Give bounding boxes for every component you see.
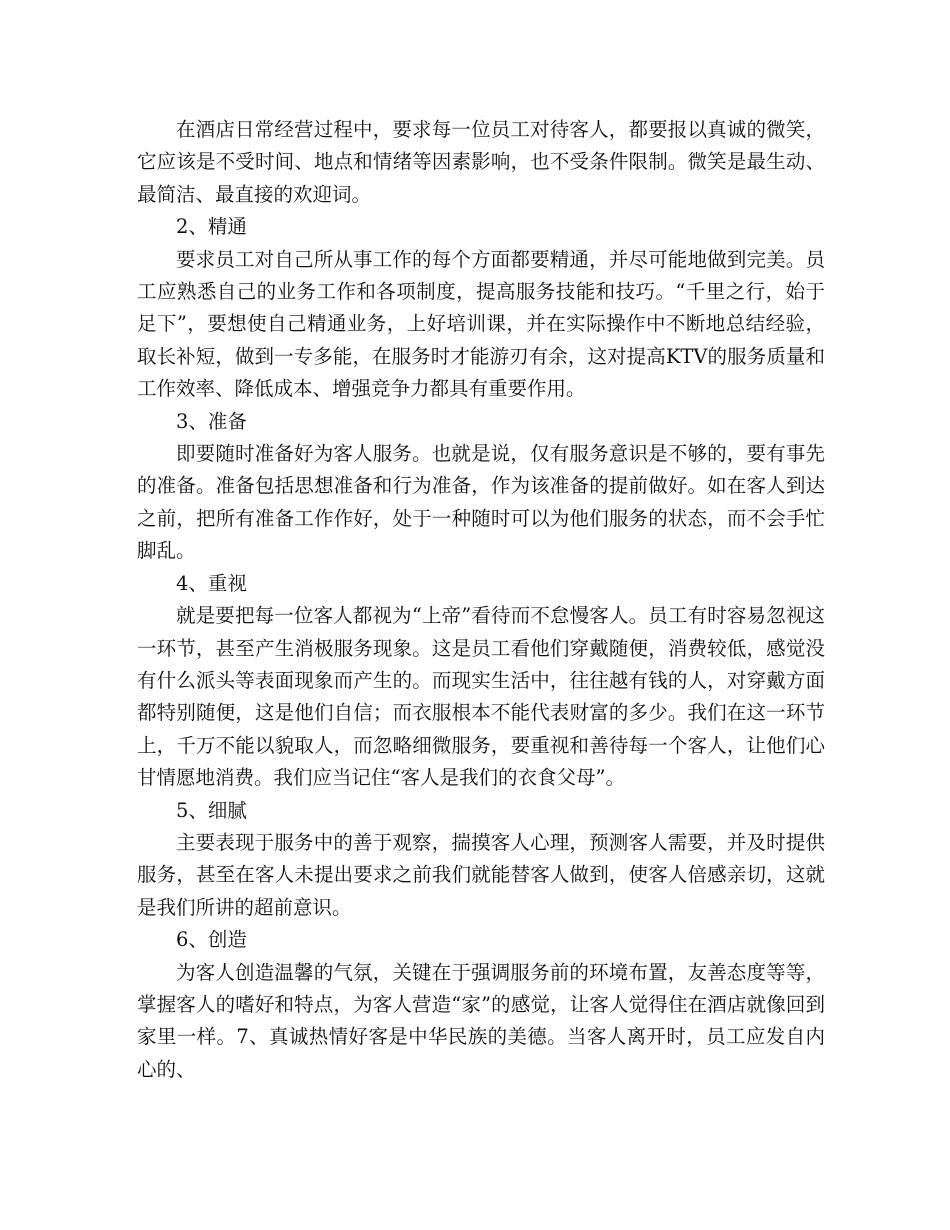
paragraph-proficient: 要求员工对自己所从事工作的每个方面都要精通，并尽可能地做到完美。员工应熟悉自己的业务工作和各项制度，提高服务技能和技巧。“千里之行，始于足下”，要想使自己精通业务，上好培训课，并在实际操作中不断地总结经验，取长补短，做到一专多能，在服务时才能游刃有余，这对提高KTV的服务质量和工作效率、降低成本、增强竞争力都具有重要作用。 bbox=[137, 247, 825, 401]
heading-attentive: 5、细腻 bbox=[176, 798, 247, 822]
paragraph-value: 就是要把每一位客人都视为“上帝”看待而不怠慢客人。员工有时容易忽视这一环节，甚至产生消极服务现象。这是员工看他们穿戴随便，消费较低，感觉没有什么派头等表面现象而产生的。而现实生活中，往往越有钱的人，对穿戴方面都特别随便，这是他们自信；而衣服根本不能代表财富的多少。我们在这一环节上，千万不能以貌取人，而忽略细微服务，要重视和善待每一个客人，让他们心甘情愿地消费。我们应当记住“客人是我们的衣食父母”。 bbox=[137, 604, 825, 790]
document-body bbox=[137, 114, 825, 1086]
paragraph-prepare: 即要随时准备好为客人服务。也就是说，仅有服务意识是不够的，要有事先的准备。准备包括思想准备和行为准备，作为该准备的提前做好。如在客人到达之前，把所有准备工作作好，处于一种随时可以为他们服务的状态，而不会手忙脚乱。 bbox=[137, 442, 825, 563]
paragraph-create: 为客人创造温馨的气氛，关键在于强调服务前的环境布置，友善态度等等，掌握客人的嗜好和特点，为客人营造“家”的感觉，让客人觉得住在酒店就像回到家里一样。7、真诚热情好客是中华民族的美德。当客人离开时，员工应发自内心的、 bbox=[137, 960, 825, 1081]
heading-value: 4、重视 bbox=[176, 571, 247, 595]
paragraph-smile: 在酒店日常经营过程中，要求每一位员工对待客人，都要报以真诚的微笑，它应该是不受时间、地点和情绪等因素影响，也不受条件限制。微笑是最生动、最简洁、最直接的欢迎词。 bbox=[137, 118, 825, 206]
paragraph-attentive: 主要表现于服务中的善于观察，揣摸客人心理，预测客人需要，并及时提供服务，甚至在客人未提出要求之前我们就能替客人做到，使客人倍感亲切，这就是我们所讲的超前意识。 bbox=[137, 830, 825, 919]
heading-prepare: 3、准备 bbox=[176, 409, 247, 433]
heading-create: 6、创造 bbox=[176, 928, 247, 952]
heading-proficient: 2、精通 bbox=[176, 215, 247, 239]
